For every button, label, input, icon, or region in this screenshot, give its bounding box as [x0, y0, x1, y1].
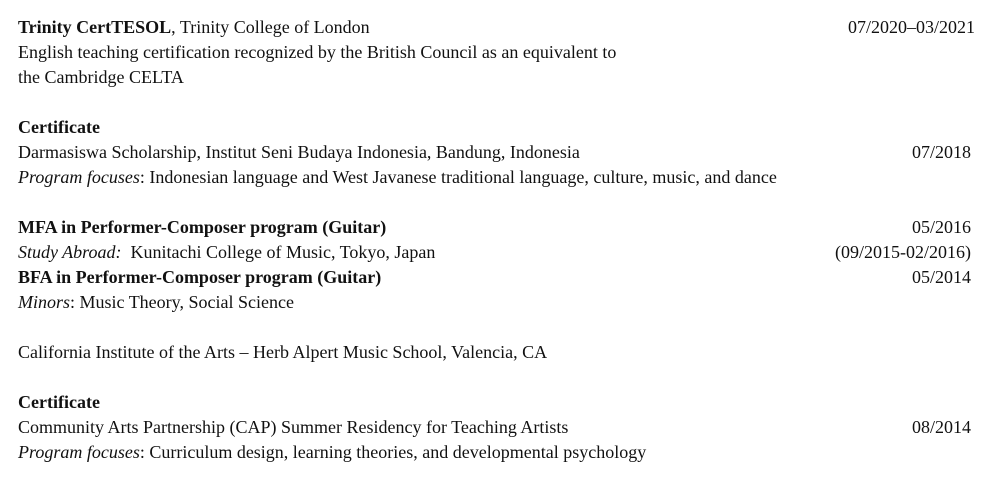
tesol-title — [18, 15, 370, 40]
darmasiswa-row — [18, 140, 971, 165]
mfa-abroad-row — [18, 240, 971, 265]
mfa-abroad-dates: (09/2015-02/2016) — [835, 242, 971, 262]
cap-heading: Certificate — [18, 392, 100, 412]
bfa-minors — [18, 290, 971, 315]
tesol-title-bold: Trinity CertTESOL — [18, 17, 172, 37]
mfa-row — [18, 215, 971, 240]
mfa-abroad-text: Kunitachi College of Music, Tokyo, Japan — [121, 242, 436, 262]
bfa-minors-text: : Music Theory, Social Science — [70, 292, 294, 312]
darmasiswa-heading: Certificate — [18, 117, 100, 137]
tesol-title-rest: , Trinity College of London — [171, 17, 370, 37]
cap-line: Community Arts Partnership (CAP) Summer Residency for Teaching Artists — [18, 417, 569, 437]
darmasiswa-focus-label: Program focuses — [18, 167, 140, 187]
darmasiswa-line: Darmasiswa Scholarship, Institut Seni Budaya Indonesia, Bandung, Indonesia — [18, 142, 580, 162]
darmasiswa-date: 07/2018 — [911, 142, 971, 162]
tesol-date: 07/2020–03/2021 — [847, 17, 975, 37]
mfa-date: 05/2016 — [911, 217, 971, 237]
cap-focus-label: Program focuses — [18, 442, 140, 462]
tesol-title-row — [18, 15, 975, 40]
bfa-date: 05/2014 — [911, 267, 971, 287]
darmasiswa-focus-text: : Indonesian language and West Javanese traditional language, culture, music, and dance — [139, 167, 777, 187]
cap-row — [18, 415, 971, 440]
mfa-abroad — [18, 240, 435, 265]
school-line: California Institute of the Arts – Herb Alpert Music School, Valencia, CA — [18, 342, 548, 362]
tesol-desc-line1: English teaching certification recognized by the British Council as an equivalent to — [18, 42, 617, 62]
bfa-degree: BFA in Performer-Composer program (Guitar) — [18, 267, 382, 287]
tesol-desc-line2: the Cambridge CELTA — [18, 67, 184, 87]
cap-focus-text: : Curriculum design, learning theories, and developmental psychology — [139, 442, 647, 462]
cap-date: 08/2014 — [911, 417, 971, 437]
bfa-row — [18, 265, 971, 290]
cap-focus — [18, 440, 971, 465]
mfa-abroad-label: Study Abroad: — [18, 242, 122, 262]
mfa-degree: MFA in Performer-Composer program (Guitar) — [18, 217, 387, 237]
darmasiswa-focus — [18, 165, 971, 190]
bfa-minors-label: Minors — [18, 292, 71, 312]
